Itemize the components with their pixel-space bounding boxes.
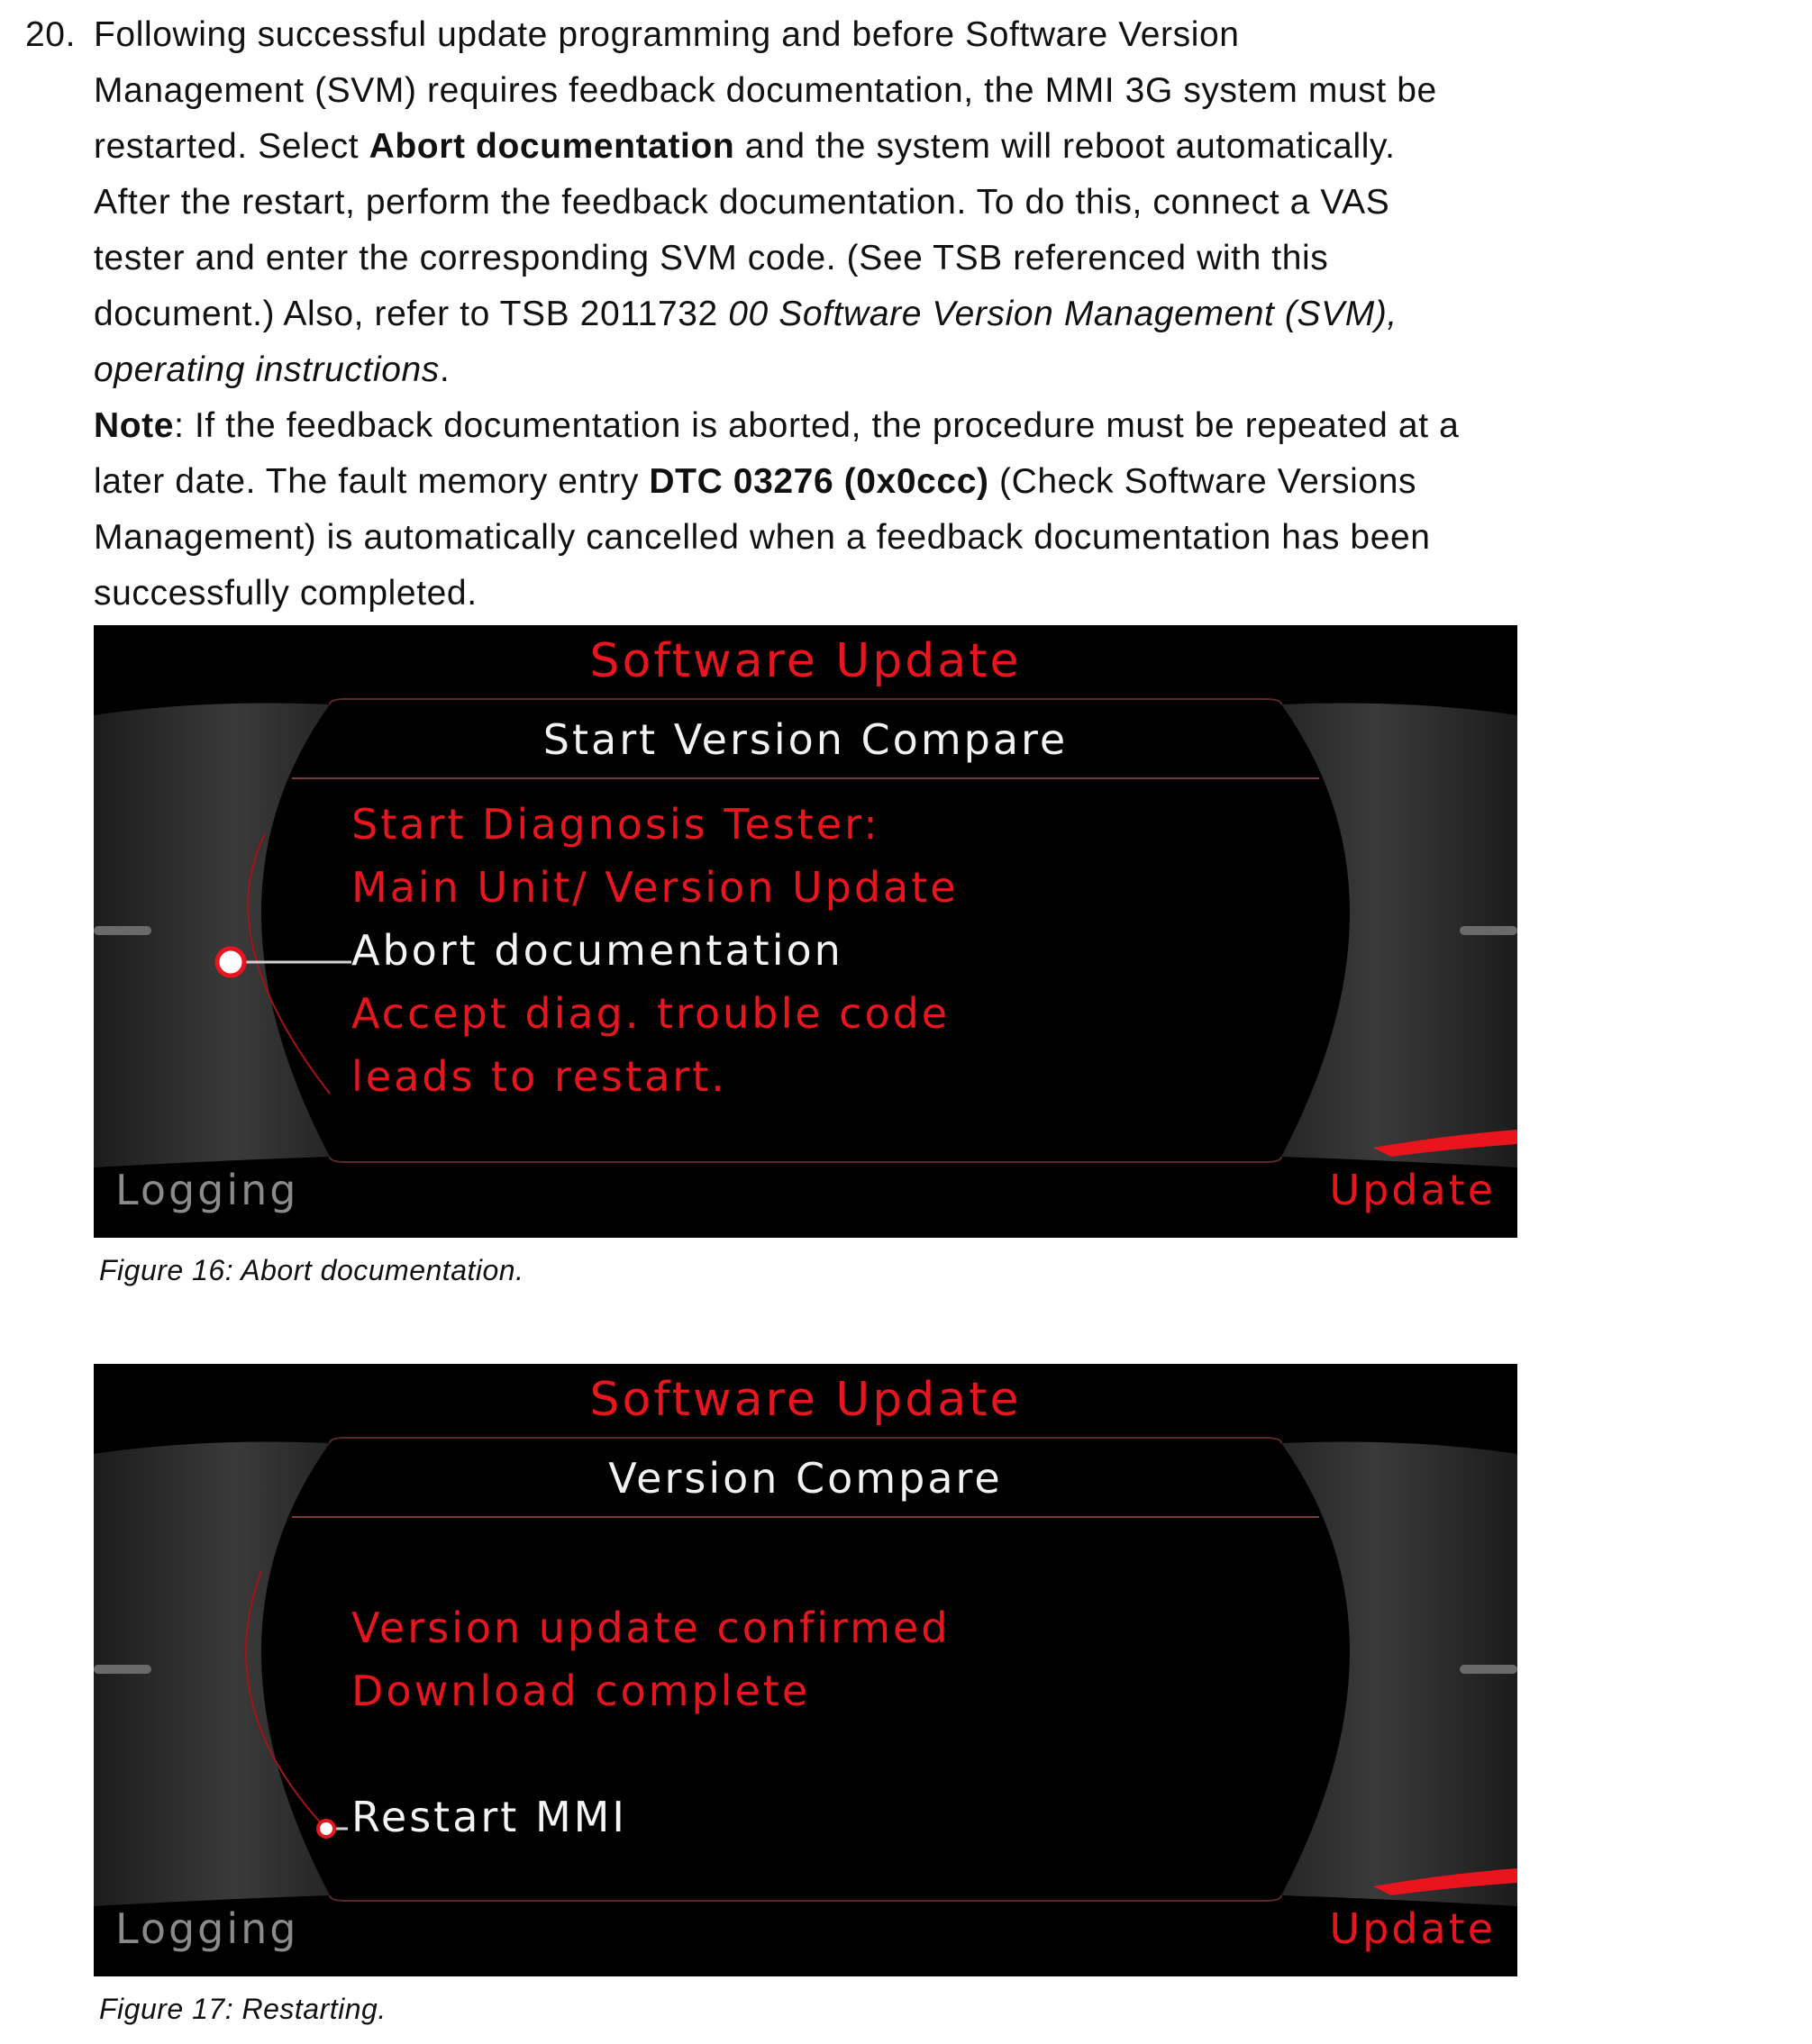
dtc-code: DTC 03276 (0x0ccc) bbox=[649, 462, 989, 501]
menu-item-abort-documentation[interactable]: Abort documentation bbox=[351, 926, 843, 975]
figure-17-caption: Figure 17: Restarting. bbox=[99, 1993, 387, 2025]
mmi-screen-figure-16 bbox=[94, 625, 1517, 1238]
note-label: Note bbox=[94, 406, 175, 445]
abort-documentation-emphasis: Abort documentation bbox=[369, 127, 735, 166]
right-notch bbox=[1460, 1665, 1517, 1674]
update-softkey[interactable]: Update bbox=[1329, 1904, 1496, 1953]
note-line: later date. The fault memory entry DTC 03276 (0x0ccc) (Check Software Versions bbox=[94, 462, 1417, 501]
step-line: restarted. Select Abort documentation and the system will reboot automatically. bbox=[94, 127, 1396, 166]
note-line: successfully completed. bbox=[94, 574, 478, 613]
tsb-title-cont: operating instructions bbox=[94, 350, 440, 389]
step-line: document.) Also, refer to TSB 2011732 00 Software Version Management (SVM), bbox=[94, 295, 1398, 333]
menu-item[interactable]: Main Unit/ Version Update bbox=[351, 863, 959, 912]
note-line: Note: If the feedback documentation is aborted, the procedure must be repeated at a bbox=[94, 406, 1460, 445]
update-softkey[interactable]: Update bbox=[1329, 1166, 1496, 1214]
left-notch bbox=[94, 926, 151, 935]
step-line: Following successful update programming and before Software Version bbox=[94, 15, 1240, 54]
step-line: After the restart, perform the feedback documentation. To do this, connect a VAS bbox=[94, 183, 1390, 222]
menu-item[interactable]: Start Diagnosis Tester: bbox=[351, 800, 880, 849]
right-notch bbox=[1460, 926, 1517, 935]
header-frame bbox=[330, 1438, 1281, 1443]
step-number: 20. bbox=[25, 15, 77, 54]
figure-16-caption: Figure 16: Abort documentation. bbox=[99, 1254, 524, 1286]
screen-subtitle: Start Version Compare bbox=[542, 715, 1069, 764]
menu-item[interactable]: leads to restart. bbox=[351, 1052, 727, 1101]
selection-dot bbox=[217, 949, 244, 976]
content-frame bbox=[330, 1895, 1281, 1901]
tsb-title: 00 Software Version Management (SVM), bbox=[728, 295, 1398, 333]
status-line: Download complete bbox=[351, 1667, 811, 1715]
content-frame bbox=[330, 1157, 1281, 1162]
screen-title: Software Update bbox=[589, 1373, 1022, 1427]
status-line: Version update confirmed bbox=[351, 1603, 951, 1652]
selection-dot bbox=[318, 1821, 334, 1837]
header-frame bbox=[330, 699, 1281, 704]
step-line: operating instructions. bbox=[94, 350, 451, 389]
step-line: Management (SVM) requires feedback documentation, the MMI 3G system must be bbox=[94, 71, 1437, 110]
menu-item-restart-mmi[interactable]: Restart MMI bbox=[351, 1793, 627, 1841]
mmi-screen-figure-17 bbox=[94, 1364, 1517, 1976]
left-notch bbox=[94, 1665, 151, 1674]
screen-subtitle: Version Compare bbox=[608, 1454, 1003, 1503]
menu-item[interactable]: Accept diag. trouble code bbox=[351, 989, 951, 1038]
step-line: tester and enter the corresponding SVM code. (See TSB referenced with this bbox=[94, 239, 1329, 277]
note-line: Management) is automatically cancelled when a feedback documentation has been bbox=[94, 518, 1431, 557]
logging-softkey[interactable]: Logging bbox=[115, 1166, 299, 1214]
logging-softkey[interactable]: Logging bbox=[115, 1904, 299, 1953]
screen-title: Software Update bbox=[589, 634, 1022, 688]
